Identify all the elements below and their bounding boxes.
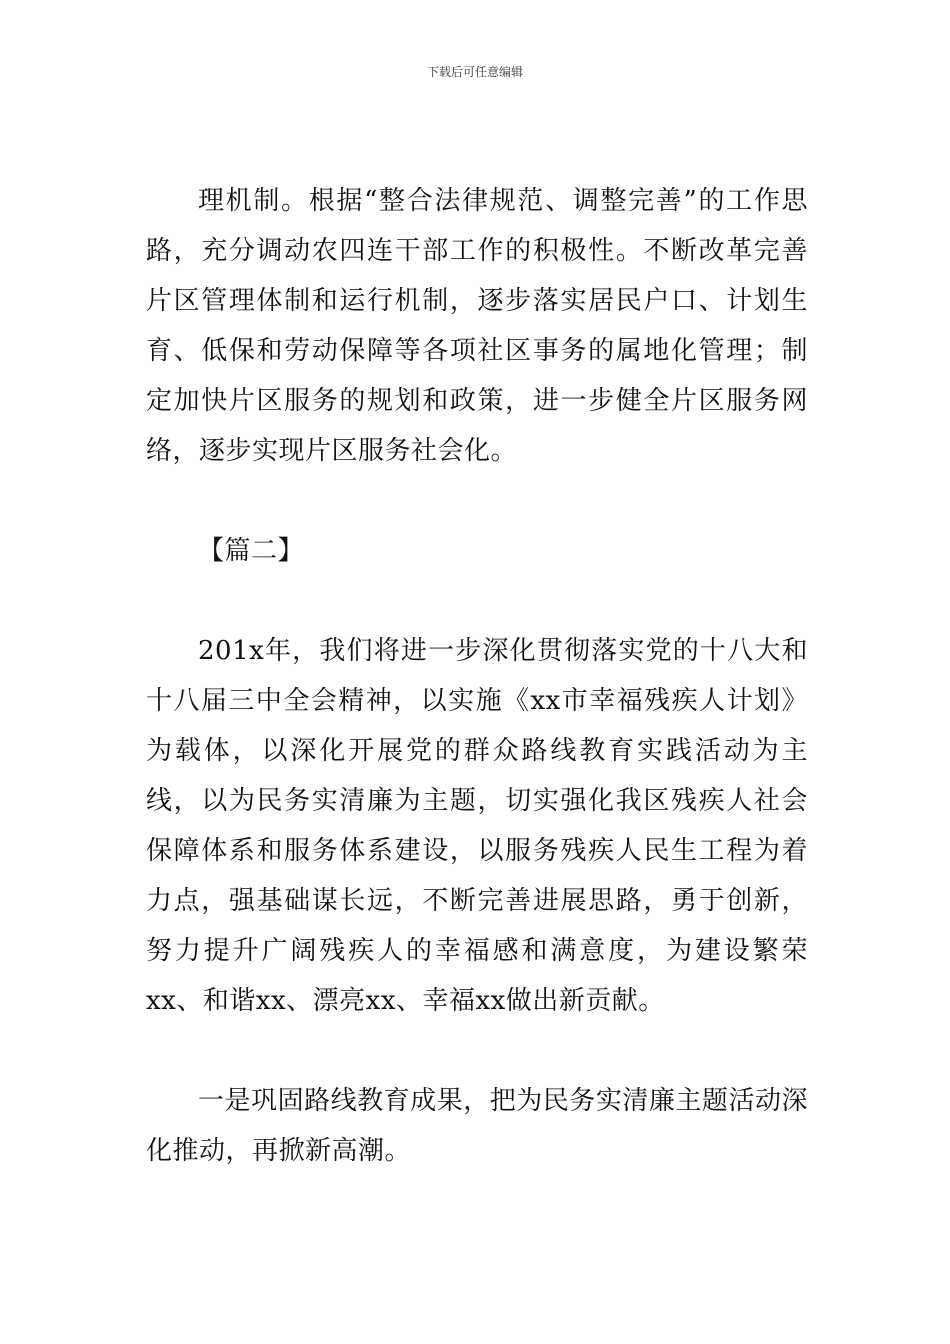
- paragraph-gap: [146, 476, 808, 526]
- paragraph-gap: [146, 1026, 808, 1076]
- document-body: [146, 176, 808, 1176]
- paragraph-gap: [146, 576, 808, 626]
- page-header: 下载后可任意编辑: [426, 65, 523, 79]
- paragraph-intro: 201x年，我们将进一步深化贯彻落实党的十八大和十八届三中全会精神，以实施《xx市幸福残疾人计划》为载体，以深化开展党的群众路线教育实践活动为主线，以为民务实清廉为主题，切实强化我区残疾人社会保障体系和服务体系建设，以服务残疾人民生工程为着力点，强基础谋长远，不断完善进展思路，勇于创新，努力提升广阔残疾人的幸福感和满意度，为建设繁荣xx、和谐xx、漂亮xx、幸福xx做出新贡献。: [146, 636, 808, 1016]
- section-heading: 【篇二】: [198, 536, 305, 566]
- paragraph-continuation: 理机制。根据“整合法律规范、调整完善”的工作思路，充分调动农四连干部工作的积极性。不断改革完善片区管理体制和运行机制，逐步落实居民户口、计划生育、低保和劳动保障等各项社区事务的属地化管理；制定加快片区服务的规划和政策，进一步健全片区服务网络，逐步实现片区服务社会化。: [146, 186, 808, 466]
- paragraph-point-one: 一是巩固路线教育成果，把为民务实清廉主题活动深化推动，再掀新高潮。: [146, 1086, 808, 1166]
